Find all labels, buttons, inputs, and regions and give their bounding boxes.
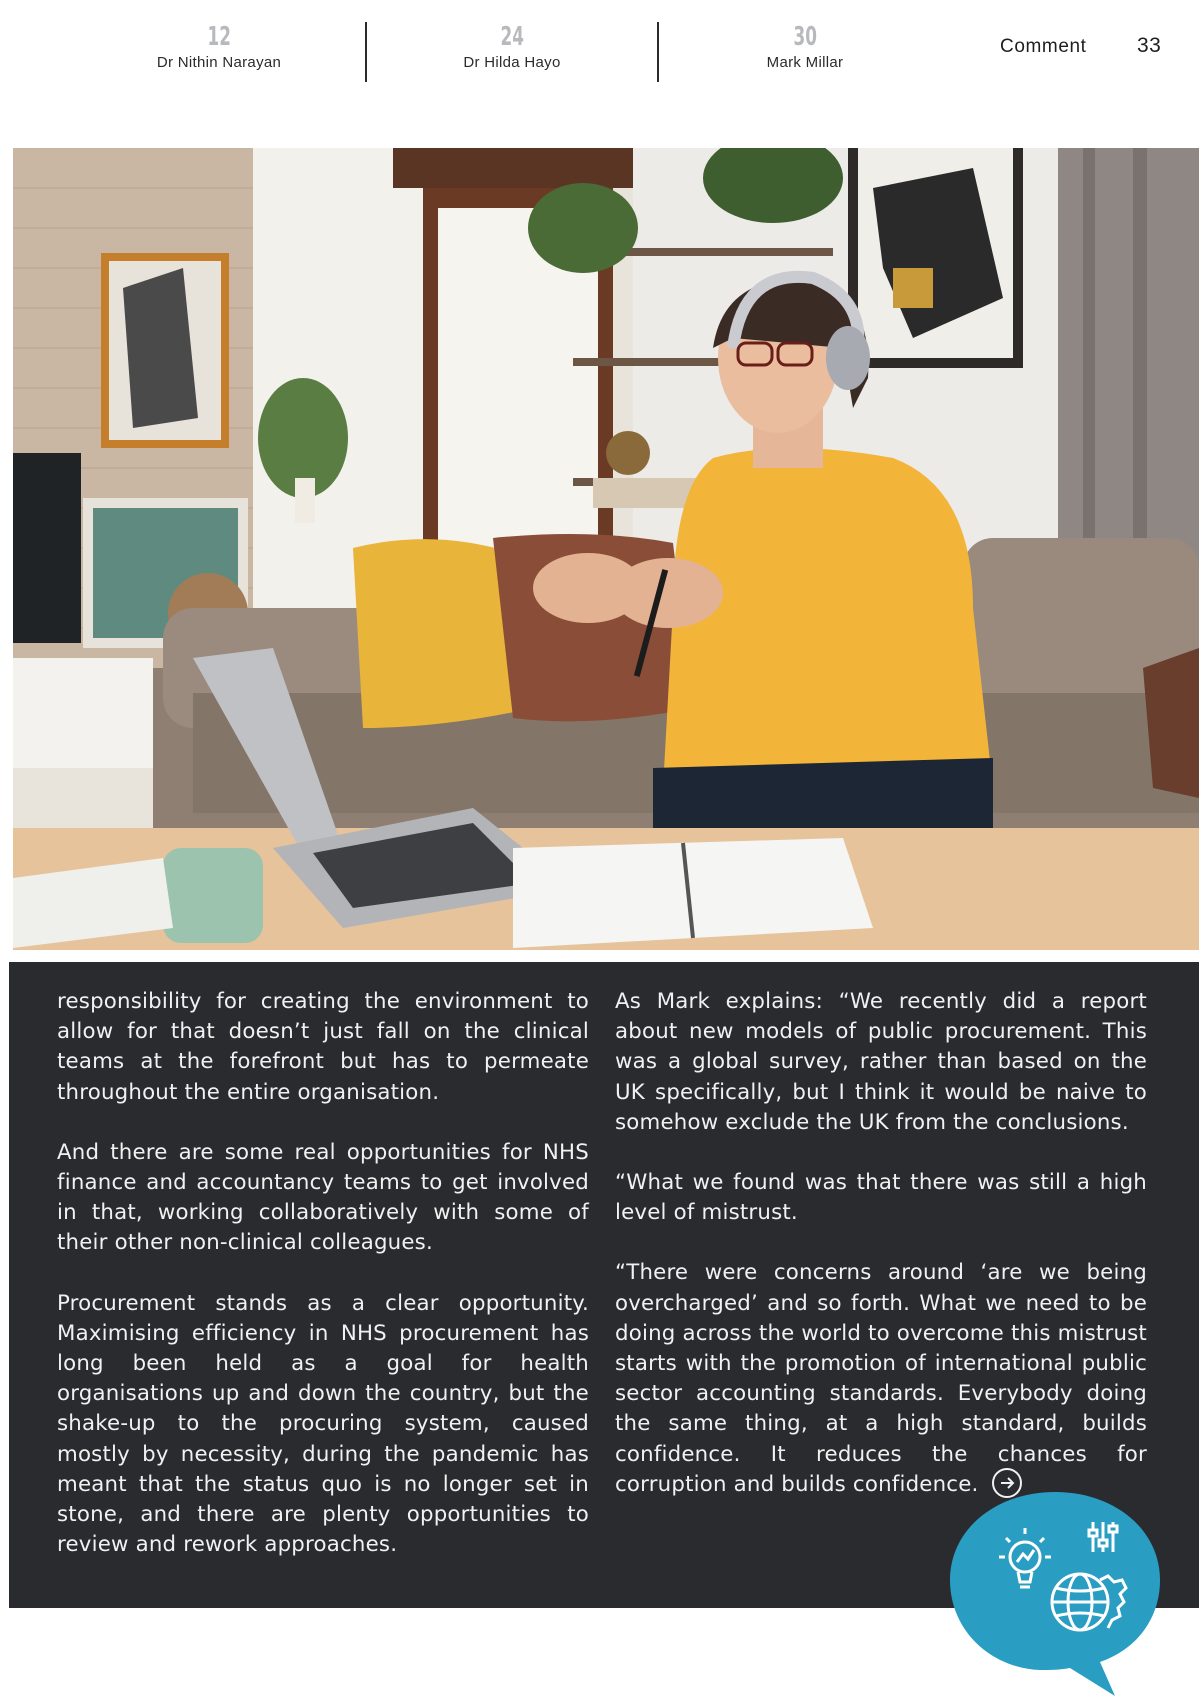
article-paragraph: And there are some real opportunities for NHS finance and accountancy teams to get involved in that, working collaboratively with some of their other non-clinical colleagues. <box>57 1139 589 1256</box>
nav-author-name: Mark Millar <box>766 54 844 71</box>
nav-page-number: 30 <box>793 22 817 52</box>
section-title: Comment <box>1000 36 1087 57</box>
article-paragraph: As Mark explains: “We recently did a report about new models of public procurement. This was a global survey, rather than based on the UK specifically, but I think it would be naive to somehow exclude the UK from the conclusions. <box>615 989 1147 1135</box>
nav-item-narayan[interactable] <box>73 22 365 72</box>
nav-author-name: Dr Nithin Narayan <box>156 54 282 71</box>
article-photo <box>13 148 1199 950</box>
nav-author-name: Dr Hilda Hayo <box>463 54 561 71</box>
article-column-right <box>615 987 1147 1500</box>
nav-item-hayo[interactable] <box>366 22 658 72</box>
speech-bubble-icon <box>950 1490 1160 1696</box>
photo-woman-video-call-icon <box>13 148 1199 950</box>
nav-page-number: 24 <box>500 22 524 52</box>
article-column-left <box>57 987 589 1590</box>
article-paragraph: Procurement stands as a clear opportunity. Maximising efficiency in NHS procurement has long been held as a goal for health organisations up and down the country, but the shake-up to the procuring system, caused mostly by necessity, during the pandemic has meant that the status quo is no longer set in stone, and there are plenty opportunities to review and rework approaches. <box>57 1290 589 1558</box>
page-number: 33 <box>1137 34 1162 57</box>
sliders-icon <box>1089 1522 1117 1552</box>
nav-item-millar[interactable] <box>659 22 951 72</box>
nav-page-number: 12 <box>207 22 231 52</box>
speech-bubble-graphic <box>950 1490 1160 1696</box>
article-paragraph: responsibility for creating the environment to allow for that doesn’t just fall on the clinical teams at the forefront but has to permeate throughout the entire organisation. <box>57 989 589 1105</box>
top-navigation <box>0 0 1200 100</box>
article-paragraph-last <box>615 1258 1147 1500</box>
article-paragraph: “What we found was that there was still a high level of mistrust. <box>615 1170 1147 1226</box>
article-paragraph-text: “There were concerns around ‘are we being overcharged’ and so forth. What we need to be doing across the world to overcome this mistrust starts with the promotion of international public sector accounting standards. Everybody doing the same thing, at a high standard, builds confidence. It reduces the chances for corruption and builds confidence. <box>615 1260 1147 1497</box>
